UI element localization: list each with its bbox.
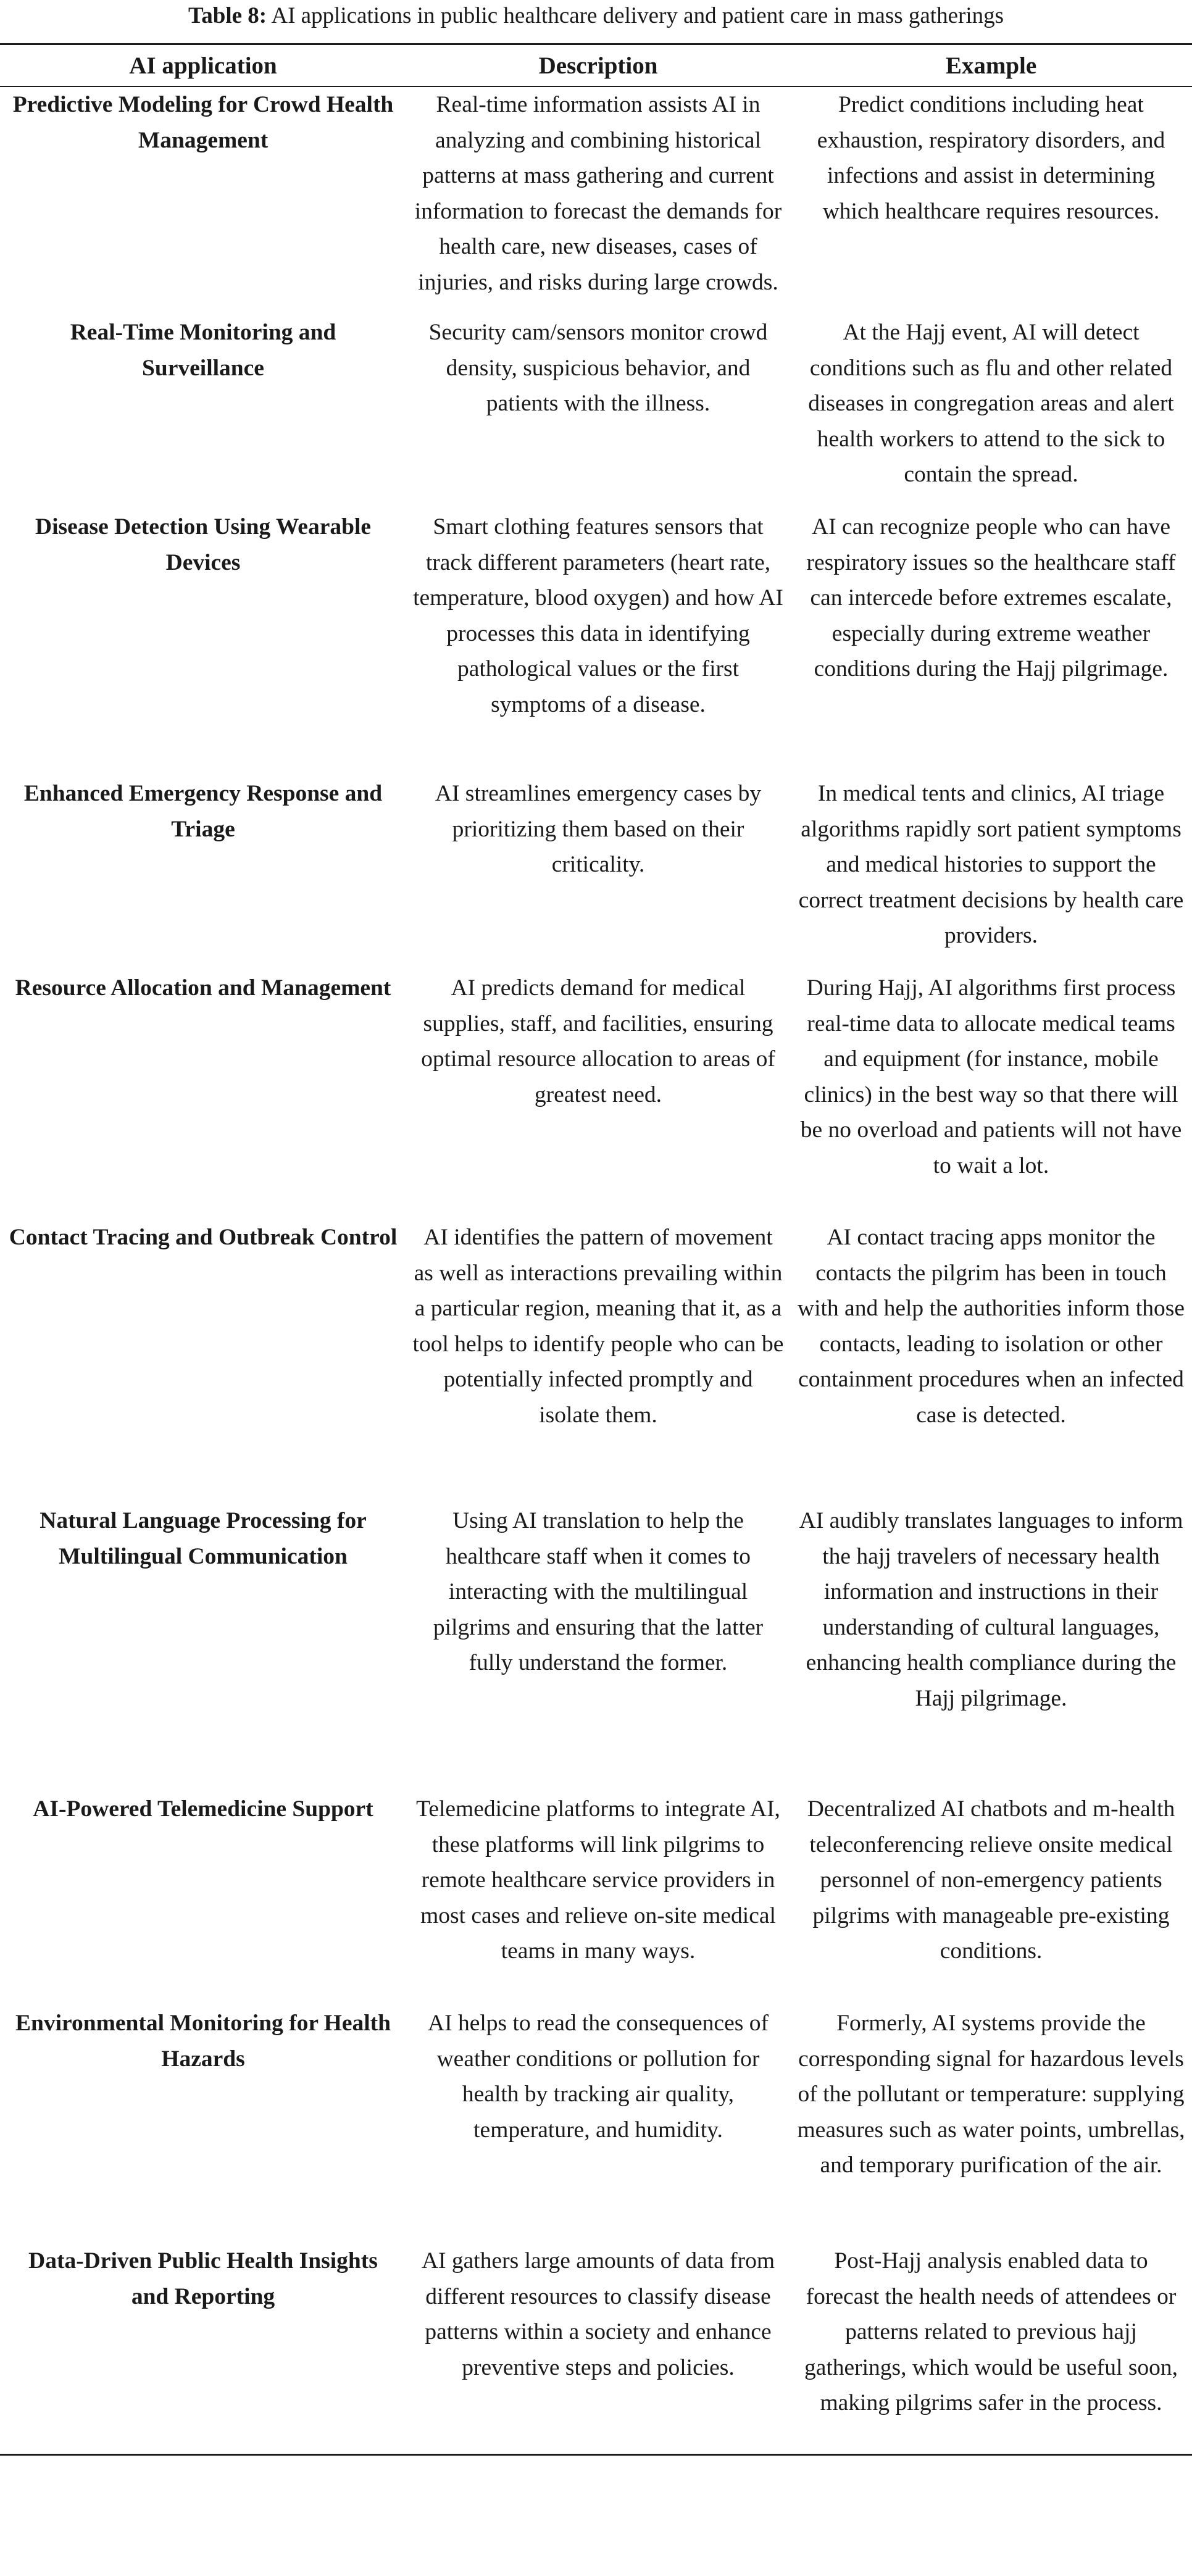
table-row [0,776,1192,970]
cell-description: AI gathers large amounts of data from different resources to classify disease patterns within a society and enhance preventive steps and policies. [406,2243,790,2454]
table-row [0,86,1192,315]
cell-description: AI streamlines emergency cases by prioritizing them based on their criticality. [435,781,762,878]
cell-description: Using AI translation to help the healthcare staff when it comes to interacting with the multilingual pilgrims and ensuring that the latter fully understand the former. [433,1508,764,1676]
cell-application: Predictive Modeling for Crowd Health Management [12,92,394,153]
table-row [0,1220,1192,1503]
cell-application: Disease Detection Using Wearable Devices [35,514,372,575]
cell-application: Resource Allocation and Management [15,975,391,1001]
cell-application: Contact Tracing and Outbreak Control [9,1225,398,1250]
table-caption [0,0,1192,43]
table-row [0,1791,1192,2006]
cell-description: Security cam/sensors monitor crowd density, suspicious behavior, and patients with the illness. [428,320,768,417]
cell-example: AI audibly translates languages to inform the hajj travelers of necessary health information and instructions in their understanding of cultural languages, enhancing health compliance during the Hajj pilgrimage. [799,1508,1183,1711]
cell-description: Telemedicine platforms to integrate AI, these platforms will link pilgrims to remote healthcare service providers in most cases and relieve on-site medical teams in many ways. [416,1796,780,1964]
column-header-example: Example [790,44,1192,87]
cell-description: AI identifies the pattern of movement as well as interactions prevailing within a particular region, meaning that it, as a tool helps to identify people who can be potentially infected promptly and isolate them. [412,1225,784,1428]
table-row [0,315,1192,509]
ai-applications-table [0,43,1192,2456]
cell-description: Smart clothing features sensors that track different parameters (heart rate, temperature, blood oxygen) and how AI processes this data in identifying pathological values or the first symptoms of a disease. [413,514,783,717]
column-header-application: AI application [0,44,406,87]
cell-example: In medical tents and clinics, AI triage algorithms rapidly sort patient symptoms and medical histories to support the correct treatment decisions by health care providers. [798,781,1184,949]
table-caption-text: AI applications in public healthcare delivery and patient care in mass gatherings [271,3,1004,28]
cell-example: During Hajj, AI algorithms first process real-time data to allocate medical teams and equipment (for instance, mobile clinics) in the best way so that there will be no overload and patients will not have to wait a lot. [800,975,1182,1178]
table-header-row [0,44,1192,87]
cell-example: AI contact tracing apps monitor the contacts the pilgrim has been in touch with and help the authorities inform those contacts, leading to isolation or other containment procedures when an infected case is detected. [798,1225,1185,1428]
table-row [0,2243,1192,2454]
cell-application: Real-Time Monitoring and Surveillance [70,320,336,381]
cell-example: Formerly, AI systems provide the corresponding signal for hazardous levels of the pollutant or temperature: supplying measures such as water points, umbrellas, and temporary purification of the air. [797,2011,1185,2178]
cell-example: Predict conditions including heat exhaustion, respiratory disorders, and infections and assist in determining which healthcare requires resources. [817,92,1165,224]
cell-description: AI predicts demand for medical supplies, staff, and facilities, ensuring optimal resource allocation to areas of greatest need. [421,975,775,1107]
cell-application: Natural Language Processing for Multilingual Communication [40,1508,367,1569]
cell-application: Data-Driven Public Health Insights and Reporting [0,2243,406,2454]
cell-example: Decentralized AI chatbots and m-health teleconferencing relieve onsite medical personnel of non-emergency patients pilgrims with manageable pre-existing conditions. [807,1796,1175,1964]
cell-application: AI-Powered Telemedicine Support [33,1796,373,1822]
cell-example: At the Hajj event, AI will detect conditions such as flu and other related diseases in congregation areas and alert health workers to attend to the sick to contain the spread. [808,320,1174,488]
cell-example: AI can recognize people who can have respiratory issues so the healthcare staff can intercede before extremes escalate, especially during extreme weather conditions during the Hajj pilgrimage. [806,514,1176,682]
cell-example: Post-Hajj analysis enabled data to forecast the health needs of attendees or patterns related to previous hajj gatherings, which would be useful soon, making pilgrims safer in the process. [790,2243,1192,2454]
cell-application: Enhanced Emergency Response and Triage [23,781,383,842]
column-header-description: Description [406,44,790,87]
table-row [0,970,1192,1220]
cell-application: Environmental Monitoring for Health Hazards [15,2011,391,2072]
table-row [0,1503,1192,1791]
cell-description: Real-time information assists AI in analyzing and combining historical patterns at mass gathering and current information to forecast the demands for health care, new diseases, cases of injuries, and risks during large crowds. [414,92,782,295]
table-row [0,509,1192,776]
cell-description: AI helps to read the consequences of weather conditions or pollution for health by tracking air quality, temperature, and humidity. [428,2011,769,2143]
table-caption-label: Table 8: [188,3,267,28]
table-row [0,2006,1192,2243]
